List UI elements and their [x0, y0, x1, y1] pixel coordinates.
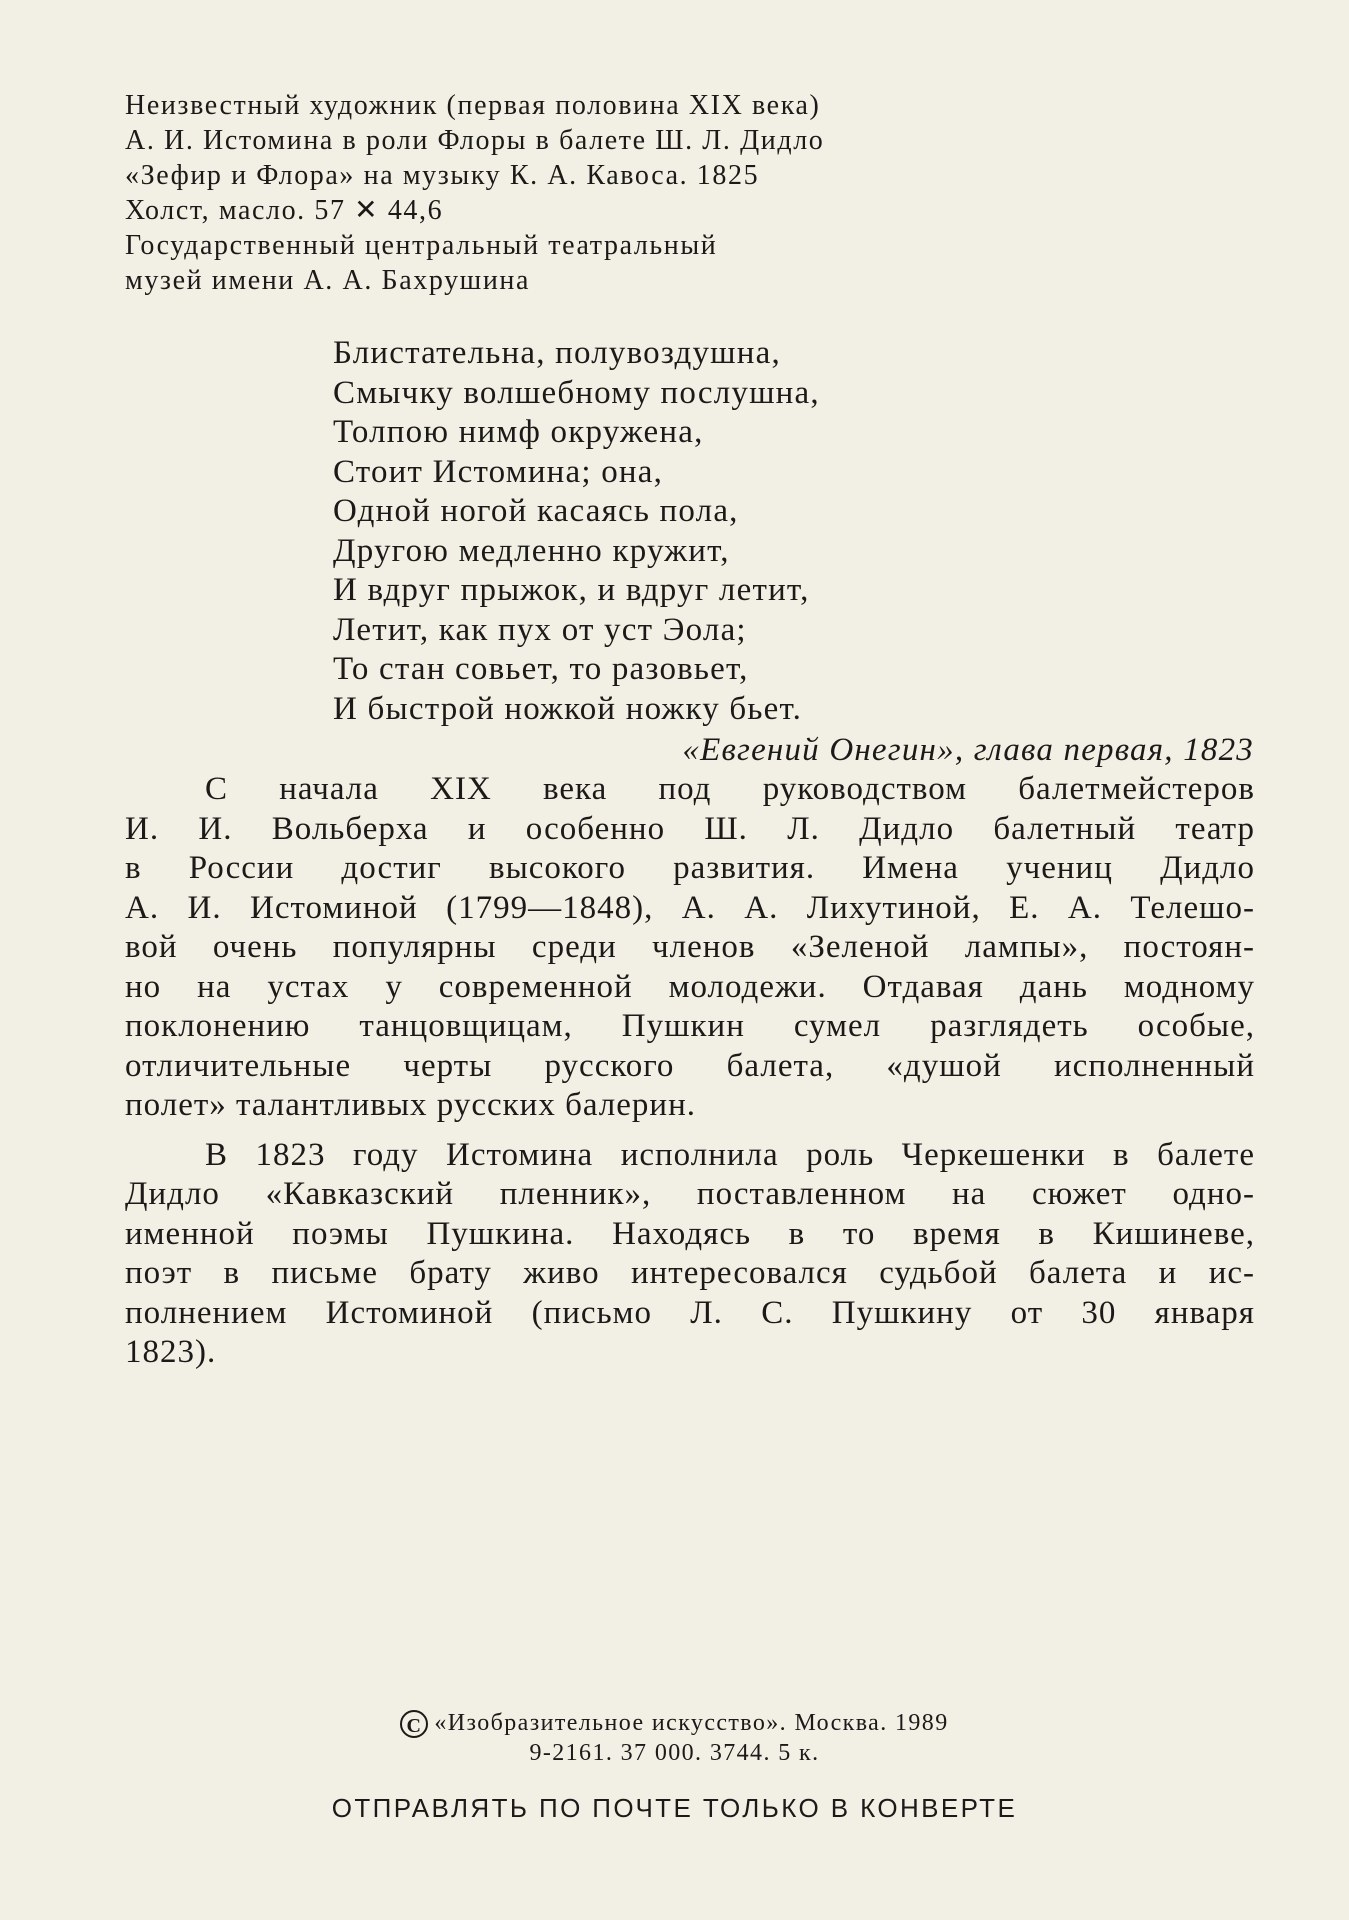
body-text	[125, 770, 1255, 1373]
paragraph-line: поэт в письме брату живо интересовался судьбой балета и ис-	[125, 1255, 1255, 1291]
poem-line: Одной ногой касаясь пола,	[333, 493, 739, 529]
caption-title: А. И. Истомина в роли Флоры в балете Ш. Л. Дидло	[125, 125, 825, 156]
paragraph-line: поклонению танцовщицам, Пушкин сумел разглядеть особые,	[125, 1008, 1255, 1044]
poem-line: Смычку волшебному послушна,	[333, 374, 820, 411]
paragraph-line: в России достиг высокого развития. Имена учениц Дидло	[125, 850, 1255, 886]
poem-line: Блистательна, полувоздушна,	[333, 335, 781, 371]
poem-line: Толпою нимф окружена,	[333, 414, 704, 450]
paragraph-line: 1823).	[125, 1334, 217, 1370]
publisher-line	[0, 1708, 1349, 1738]
paragraph-line: Дидло «Кавказский пленник», поставленном на сюжет одно-	[125, 1176, 1255, 1212]
poem-line: Другою медленно кружит,	[333, 532, 730, 569]
paragraph-line: В 1823 году Истомина исполнила роль Черкешенки в балете	[205, 1136, 1255, 1173]
poem-line: То стан совьет, то разовьет,	[333, 651, 749, 687]
paragraph-gap	[125, 1126, 1255, 1136]
caption-museum-cont: музей имени А. А. Бахрушина	[125, 265, 531, 296]
poem-attribution: «Евгений Онегин», глава первая, 1823	[682, 732, 1254, 768]
caption-artist: Неизвестный художник (первая половина XIX века)	[125, 90, 821, 121]
paragraph-line: И. И. Вольберха и особенно Ш. Л. Дидло балетный театр	[125, 810, 1255, 847]
caption-museum: Государственный центральный театральный	[125, 230, 718, 261]
caption-medium: Холст, масло. 57 ✕ 44,6	[125, 195, 444, 226]
publisher-info	[0, 1708, 1349, 1768]
paragraph-line: отличительные черты русского балета, «душой исполненный	[125, 1047, 1255, 1084]
paragraph-line: полнением Истоминой (письмо Л. С. Пушкину от 30 января	[125, 1294, 1255, 1331]
poem-line: И вдруг прыжок, и вдруг летит,	[333, 572, 810, 608]
paragraph-line: полет» талантливых русских балерин.	[125, 1087, 696, 1123]
poem	[333, 334, 1253, 729]
mail-instruction: ОТПРАВЛЯТЬ ПО ПОЧТЕ ТОЛЬКО В КОНВЕРТЕ	[331, 1793, 1018, 1823]
poem-line: И быстрой ножкой ножку бьет.	[333, 690, 803, 727]
poem-line: Летит, как пух от уст Эола;	[333, 611, 747, 648]
paragraph-line: С начала XIX века под руководством балетмейстеров	[205, 771, 1255, 807]
paragraph-line: именной поэмы Пушкина. Находясь в то время в Кишиневе,	[125, 1215, 1255, 1252]
paragraph-line: вой очень популярны среди членов «Зеленой лампы», постоян-	[125, 929, 1255, 965]
paragraph-line: но на устах у современной молодежи. Отдавая дань модному	[125, 968, 1255, 1005]
paragraph-line: А. И. Истоминой (1799—1848), А. А. Лихутиной, Е. А. Телешо-	[125, 889, 1255, 926]
publisher-name: «Изобразительное искусство». Москва. 1989	[434, 1710, 949, 1736]
poem-line: Стоит Истомина; она,	[333, 453, 664, 490]
print-code: 9-2161. 37 000. 3744. 5 к.	[529, 1740, 820, 1767]
caption-title-cont: «Зефир и Флора» на музыку К. А. Кавоса. 1825	[125, 160, 760, 191]
artwork-caption	[125, 88, 1225, 298]
copyright-icon: C	[400, 1710, 428, 1738]
